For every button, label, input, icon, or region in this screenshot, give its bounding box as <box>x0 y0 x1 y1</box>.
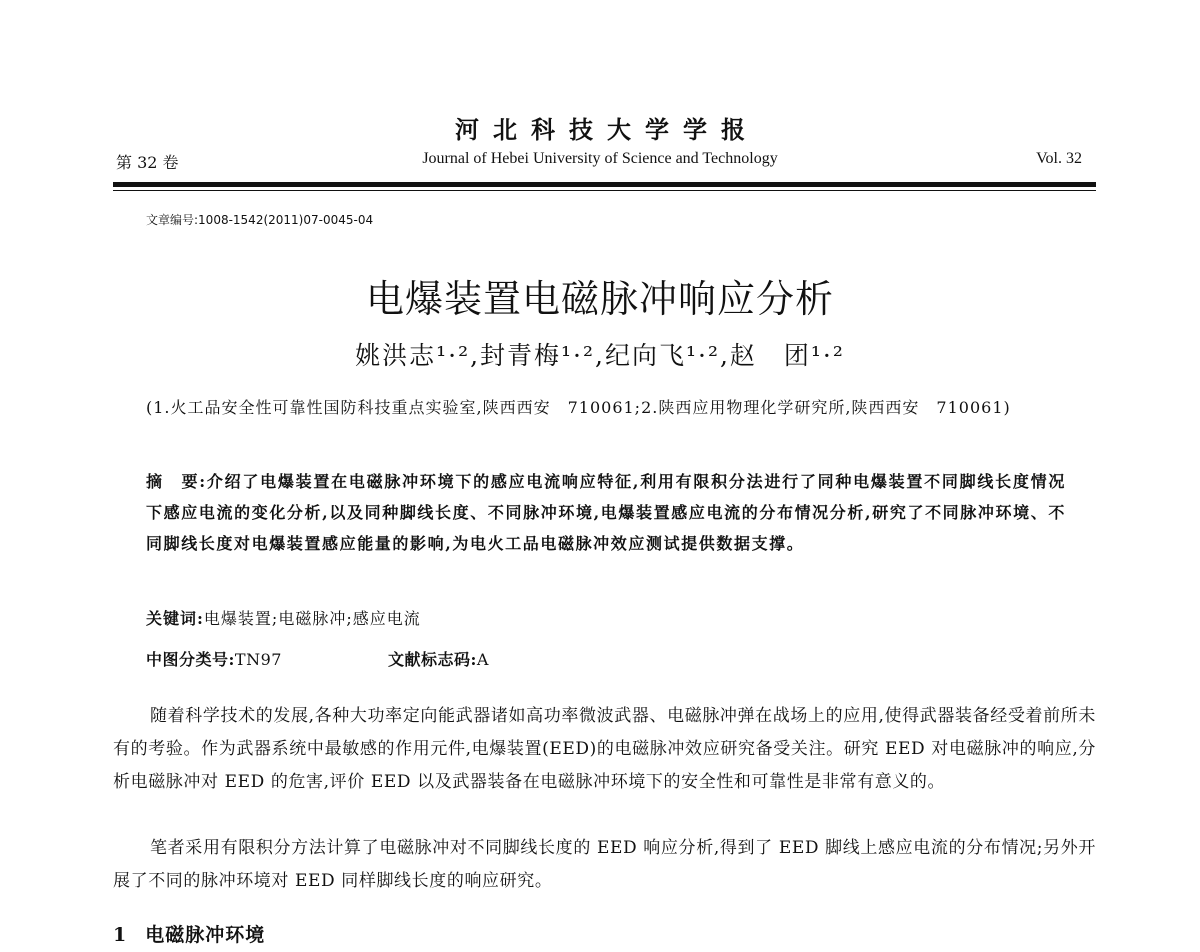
volume-en: Vol. 32 <box>1036 150 1082 167</box>
section-number: 1 <box>113 924 128 946</box>
authors: 姚洪志¹·²,封青梅¹·²,纪向飞¹·²,赵 团¹·² <box>355 341 845 370</box>
clc-label: 中图分类号: <box>146 650 235 669</box>
section-title: 电磁脉冲环境 <box>145 924 266 946</box>
journal-title-cn: 河北科技大学学报 <box>455 115 759 144</box>
clc-number <box>146 647 282 670</box>
section-heading-1 <box>113 920 265 947</box>
clc-value: TN97 <box>234 650 282 669</box>
abstract <box>146 466 1066 559</box>
body-paragraph-2-text: 笔者采用有限积分方法计算了电磁脉冲对不同脚线长度的 EED 响应分析,得到了 EED 脚线上感应电流的分布情况;另外开展了不同的脉冲环境对 EED 同样脚线长度的响应研究。 <box>113 838 1096 891</box>
abstract-text: 介绍了电爆装置在电磁脉冲环境下的感应电流响应特征,利用有限积分法进行了同种电爆装置不同脚线长度情况下感应电流的变化分析,以及同种脚线长度、不同脉冲环境,电爆装置感应电流的分布情况分析,研究了不同脉冲环境、不同脚线长度对电爆装置感应能量的影响,为电火工品电磁脉冲效应测试提供数据支撑。 <box>146 472 1066 553</box>
keywords-text: 电爆装置;电磁脉冲;感应电流 <box>203 609 421 628</box>
affiliation: (1.火工品安全性可靠性国防科技重点实验室,陕西西安 710061;2.陕西应用物理化学研究所,陕西西安 710061) <box>146 398 1011 417</box>
body-paragraph-1 <box>113 700 1096 799</box>
header-rule-thick <box>113 182 1096 187</box>
paper-title: 电爆装置电磁脉冲响应分析 <box>365 277 834 321</box>
abstract-label: 摘 要: <box>146 472 207 491</box>
doc-code-value: A <box>476 650 489 669</box>
keywords <box>146 606 421 629</box>
body-paragraph-1-text: 随着科学技术的发展,各种大功率定向能武器诸如高功率微波武器、电磁脉冲弹在战场上的应用,使得武器装备经受着前所未有的考验。作为武器系统中最敏感的作用元件,电爆装置(EED)的电磁脉冲效应研究备受关注。研究 EED 对电磁脉冲的响应,分析电磁脉冲对 EED 的危害,评价 EED 以及武器装备在电磁脉冲环境下的安全性和可靠性是非常有意义的。 <box>113 706 1096 792</box>
body-paragraph-2 <box>113 832 1096 898</box>
document-code <box>388 647 489 670</box>
article-number: 文章编号:1008-1542(2011)07-0045-04 <box>146 213 374 227</box>
doc-code-label: 文献标志码: <box>388 650 477 669</box>
volume-cn: 第 32 卷 <box>116 153 179 172</box>
keywords-label: 关键词: <box>146 609 204 628</box>
journal-title-en: Journal of Hebei University of Science and Technology <box>422 150 778 167</box>
header-rule-thin <box>113 190 1096 191</box>
